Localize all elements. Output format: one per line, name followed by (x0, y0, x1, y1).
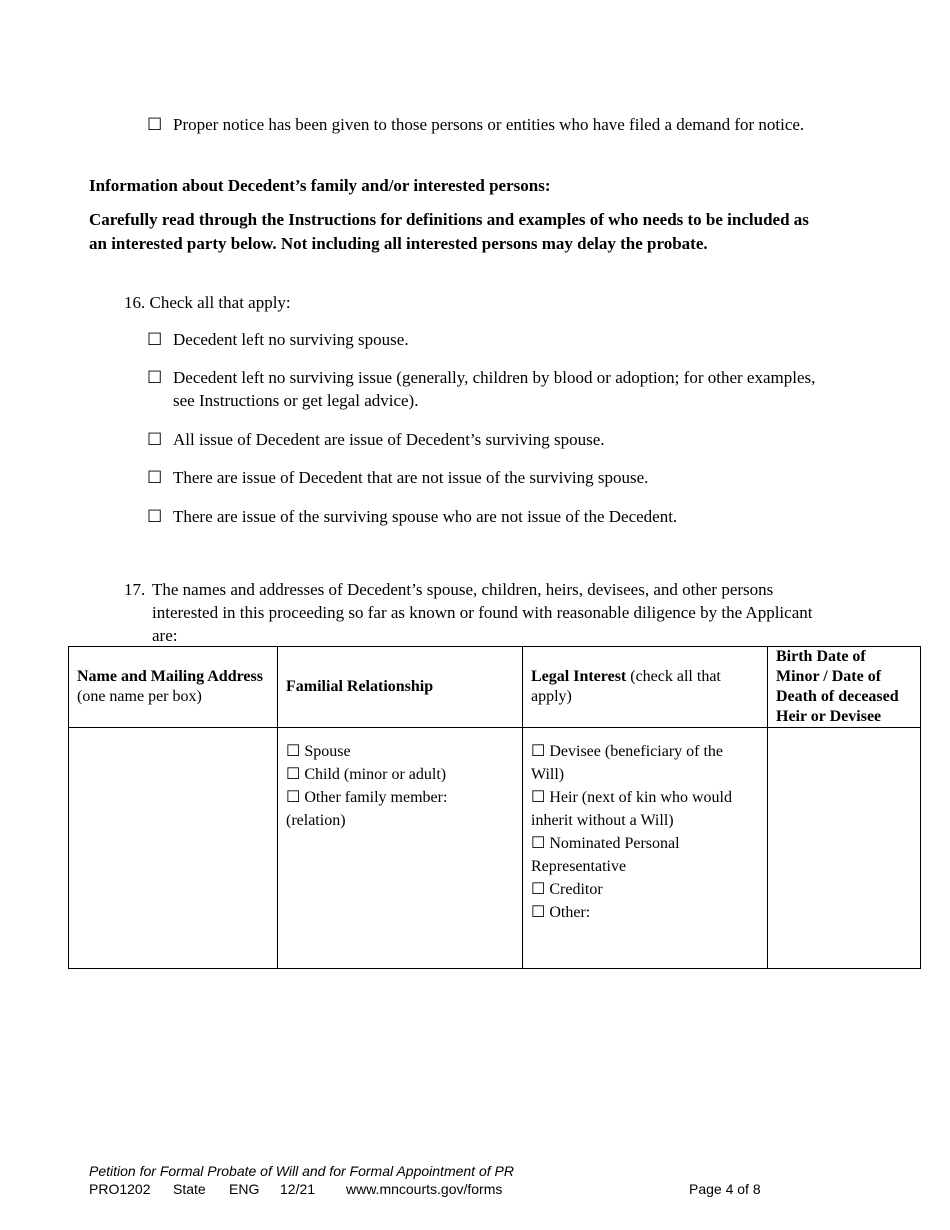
header-birth-text: Birth Date of Minor / Date of Death of deceased Heir or Devisee (776, 648, 899, 725)
careful-note: Carefully read through the Instructions for definitions and examples of who needs to be included as an interested party below. Not including all interested persons may delay the probate. (89, 210, 809, 253)
interested-persons-table (68, 646, 921, 969)
header-name-address (69, 647, 278, 728)
all-issue-of-spouse-checkbox[interactable]: ☐ (147, 430, 163, 449)
proper-notice-checkbox[interactable]: ☐ (147, 115, 163, 134)
footer-jurisdiction: State (173, 1181, 206, 1197)
header-interest-rest: (check all that apply) (531, 668, 721, 705)
option-label: There are issue of Decedent that are not issue of the surviving spouse. (173, 468, 649, 487)
family-heading: Information about Decedent’s family and/or interested persons: (89, 176, 551, 195)
relationship-spouse-option[interactable]: ☐ Spouse (286, 743, 351, 760)
issue-not-of-spouse-checkbox[interactable]: ☐ (147, 468, 163, 487)
footer-language: ENG (229, 1181, 260, 1197)
option-label: Decedent left no surviving spouse. (173, 330, 409, 349)
cell-legal-interest (523, 728, 768, 969)
footer-form-title: Petition for Formal Probate of Will and for Formal Appointment of PR (89, 1163, 514, 1179)
footer-meta (89, 1180, 789, 1198)
interest-nominated-pr-option[interactable]: ☐ Nominated Personal Representative (531, 835, 680, 875)
option-label: All issue of Decedent are issue of Decedent’s surviving spouse. (173, 430, 605, 449)
item16-label: 16. Check all that apply: (124, 293, 291, 312)
header-name-rest: (one name per box) (77, 688, 202, 705)
header-relationship-text: Familial Relationship (286, 678, 434, 695)
item17-text: The names and addresses of Decedent’s spouse, children, heirs, devisees, and other persons interested in this proceeding so far as known or found with reasonable diligence by the Applicant are: (152, 580, 813, 645)
header-interest-bold: Legal Interest (531, 668, 627, 685)
header-legal-interest (523, 647, 768, 728)
item17-number: 17. (124, 580, 146, 599)
table-header-row (69, 647, 921, 728)
page-footer (89, 1162, 789, 1198)
footer-revision: 12/21 (280, 1181, 316, 1197)
proper-notice-text: Proper notice has been given to those persons or entities who have filed a demand for notice. (173, 115, 805, 134)
relationship-child-option[interactable]: ☐ Child (minor or adult) (286, 766, 447, 783)
interest-devisee-option[interactable]: ☐ Devisee (beneficiary of the Will) (531, 743, 724, 783)
footer-form-code: PRO1202 (89, 1181, 151, 1197)
interest-heir-option[interactable]: ☐ Heir (next of kin who would inherit without a Will) (531, 789, 732, 829)
cell-name-address[interactable] (69, 728, 278, 969)
header-relationship (278, 647, 523, 728)
relationship-relation-label: (relation) (286, 812, 346, 829)
no-surviving-issue-checkbox[interactable]: ☐ (147, 368, 163, 387)
spouse-issue-not-of-decedent-checkbox[interactable]: ☐ (147, 507, 163, 526)
interest-other-option[interactable]: ☐ Other: (531, 904, 591, 921)
relationship-other-option[interactable]: ☐ Other family member: (286, 789, 448, 806)
header-name-bold: Name and Mailing Address (77, 668, 263, 685)
cell-relationship (278, 728, 523, 969)
footer-page-number: Page 4 of 8 (689, 1181, 761, 1197)
header-birth-death (768, 647, 921, 728)
table-row (69, 728, 921, 969)
option-label: Decedent left no surviving issue (generally, children by blood or adoption; for other examples, see Instructions or get legal advice). (173, 368, 816, 410)
cell-birth-death[interactable] (768, 728, 921, 969)
footer-url[interactable]: www.mncourts.gov/forms (346, 1181, 503, 1197)
interest-creditor-option[interactable]: ☐ Creditor (531, 881, 603, 898)
option-label: There are issue of the surviving spouse who are not issue of the Decedent. (173, 507, 678, 526)
no-surviving-spouse-checkbox[interactable]: ☐ (147, 330, 163, 349)
